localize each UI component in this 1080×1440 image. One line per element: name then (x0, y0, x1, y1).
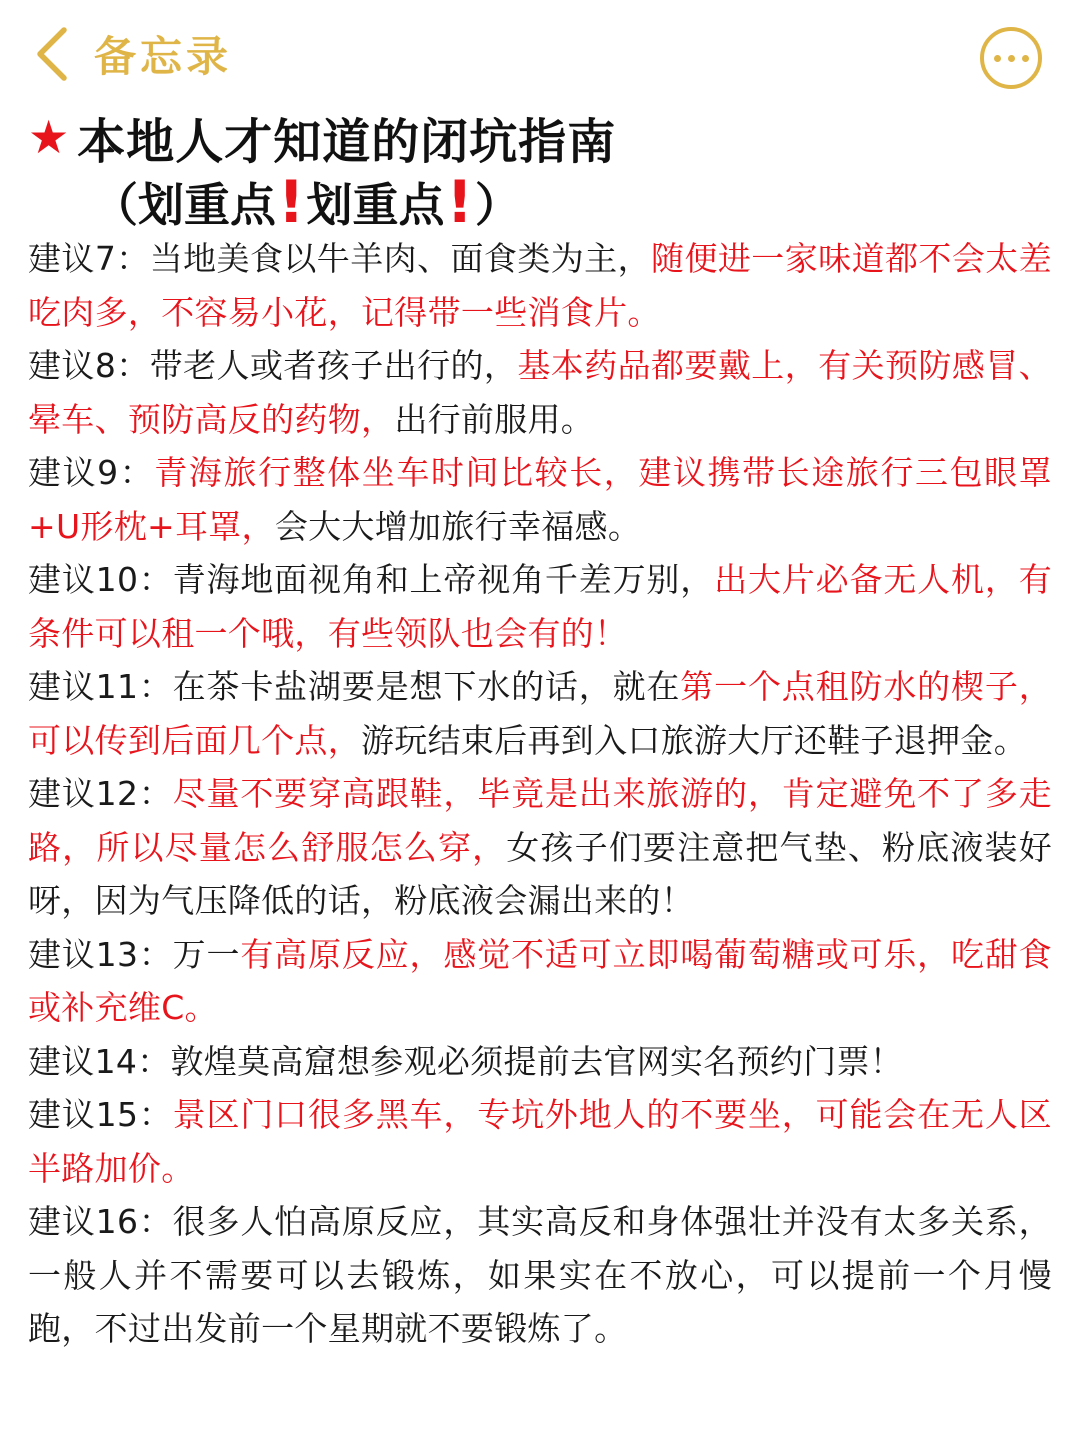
tip-label: 建议12： (28, 774, 173, 813)
tip-text: 会大大增加旅行幸福感。 (274, 506, 642, 546)
exclamation-icon: ! (278, 168, 305, 236)
tip-text: 游玩结束后再到入口旅游大厅还鞋子退押金。 (361, 720, 1027, 760)
tip-item (28, 339, 1052, 446)
subtitle-part-1: 划重点 (138, 178, 276, 232)
nav-bar (0, 0, 1080, 110)
tip-highlight-text: 青海旅行整体坐车时间比较长，建议携带长途旅行三包眼罩+U形枕+耳罩， (28, 453, 1052, 546)
tip-text: 女孩子们要注意把气垫、粉底液装好呀，因为气压降低的话，粉底液会漏出来的！ (28, 827, 1052, 920)
tip-label: 建议16： (28, 1202, 173, 1241)
tip-item (28, 1035, 1052, 1089)
tip-item (28, 232, 1052, 339)
back-label: 备忘录 (94, 32, 233, 81)
tip-text: 当地美食以牛羊肉、面食类为主， (149, 239, 652, 278)
exclamation-icon: ! (446, 168, 473, 236)
subtitle-open-paren: （ (92, 178, 138, 232)
tip-highlight-text: 第一个点租防水的楔子，可以传到后面几个点， (28, 667, 1052, 760)
tip-text: 敦煌莫高窟想参观必须提前去官网实名预约门票！ (170, 1041, 904, 1081)
tip-text: 带老人或者孩子出行的， (149, 346, 518, 385)
page-subtitle (92, 170, 521, 234)
tip-highlight-text: 出大片必备无人机，有条件可以租一个哦，有些领队也会有的！ (28, 560, 1052, 653)
tip-label: 建议10： (28, 560, 173, 599)
tip-item (28, 660, 1052, 767)
tip-highlight-text: 基本药品都要戴上，有关预防感冒、晕车、预防高反的药物， (28, 346, 1052, 439)
star-icon: ★ (28, 110, 70, 164)
chevron-left-icon (30, 24, 74, 84)
tip-item (28, 1088, 1052, 1195)
page-title (28, 104, 616, 170)
more-dot (1022, 55, 1029, 62)
tip-label: 建议14： (28, 1041, 171, 1081)
more-dots-icon (994, 55, 1001, 62)
tip-text: 在茶卡盐湖要是想下水的话，就在 (172, 667, 681, 706)
tip-highlight-text: 尽量不要穿高跟鞋，毕竟是出来旅游的，肯定避免不了多走路，所以尽量怎么舒服怎么穿， (28, 774, 1052, 867)
tip-highlight-text: 景区门口很多黑车，专坑外地人的不要坐，可能会在无人区半路加价。 (28, 1095, 1052, 1188)
more-button[interactable] (980, 27, 1042, 89)
tip-item (28, 1195, 1052, 1356)
tip-text: 很多人怕高原反应，其实高反和身体强壮并没有太多关系，一般人并不需要可以去锻炼，如果实在不放心，可以提前一个月慢跑，不过出发前一个星期就不要锻炼了。 (28, 1202, 1052, 1348)
tip-item (28, 446, 1052, 553)
tip-text: 万一 (172, 934, 241, 974)
tip-text: 青海地面视角和上帝视角千差万别， (172, 560, 715, 599)
tip-item (28, 928, 1052, 1035)
tip-highlight-text: 有高原反应，感觉不适可立即喝葡萄糖或可乐，吃甜食或补充维C。 (28, 934, 1052, 1027)
tip-label: 建议7： (28, 239, 150, 278)
title-text: 本地人才知道的闭坑指南 (77, 113, 617, 170)
tip-text: 出行前服用。 (394, 399, 595, 439)
tip-highlight-text: 随便进一家味道都不会太差吃肉多，不容易小花，记得带一些消食片。 (28, 239, 1052, 332)
tip-label: 建议13： (28, 934, 173, 974)
tip-label: 建议11： (28, 667, 173, 706)
tip-label: 建议9： (28, 453, 155, 492)
tip-item (28, 767, 1052, 928)
more-dot (1008, 55, 1015, 62)
tip-label: 建议15： (28, 1095, 173, 1134)
tip-item (28, 553, 1052, 660)
subtitle-close-paren: ） (474, 178, 521, 232)
subtitle-part-2: 划重点 (306, 178, 445, 232)
tips-list (28, 232, 1052, 1356)
tip-label: 建议8： (28, 346, 150, 385)
back-button[interactable] (30, 22, 232, 86)
